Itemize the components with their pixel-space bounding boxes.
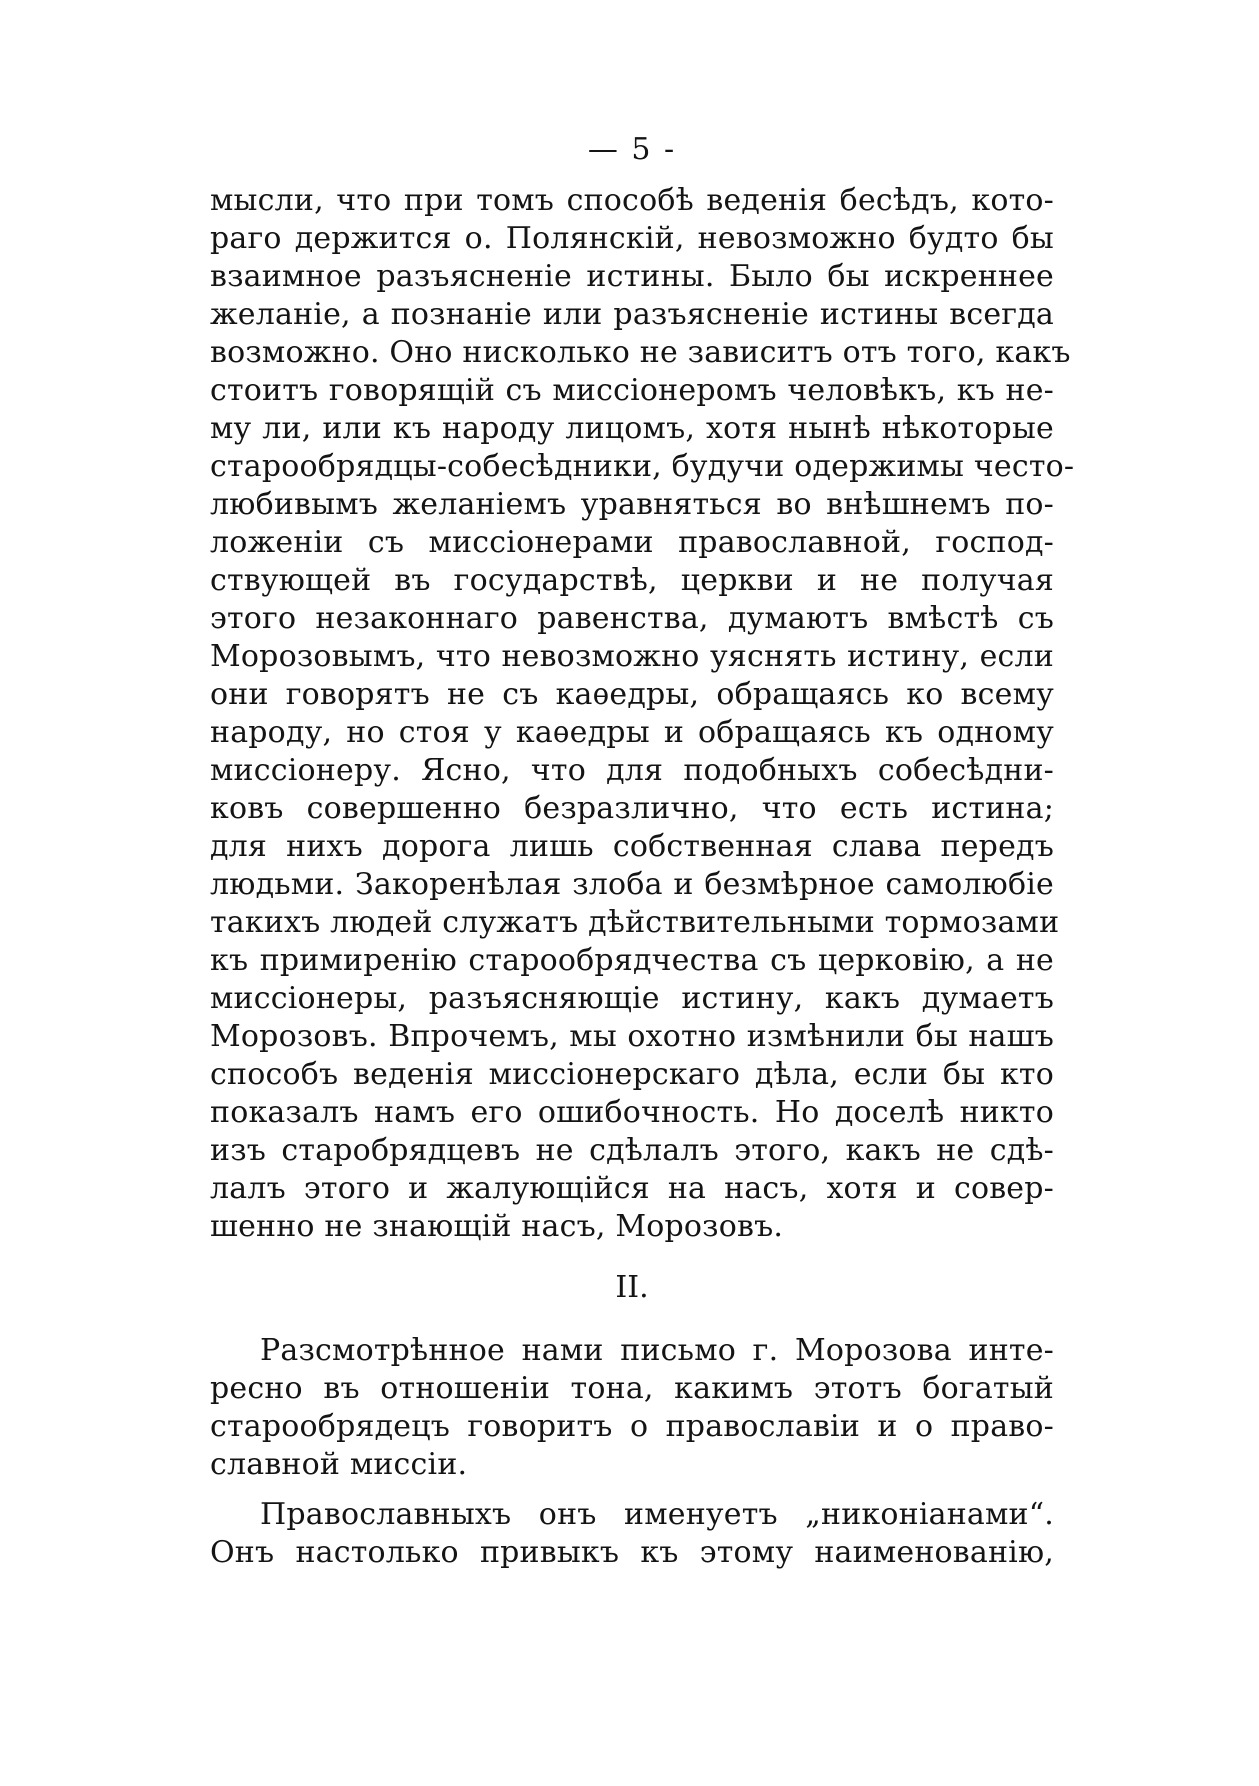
text-line: Православныхъ онъ именуетъ „никоніанами“. — [260, 1497, 1054, 1532]
text-line: Морозовымъ, что невозможно уяснять истину, если — [210, 639, 1054, 674]
text-line: взаимное разъясненіе истины. Было бы искреннее — [210, 259, 1054, 294]
text-line: ковъ совершенно безразлично, что есть истина; — [210, 791, 1054, 826]
page-number: — 5 - — [587, 132, 677, 167]
text-line: ложеніи съ миссіонерами православной, господ- — [210, 525, 1054, 560]
text-line: Разсмотрѣнное нами письмо г. Морозова инте- — [260, 1333, 1054, 1368]
text-line: стоитъ говорящій съ миссіонеромъ человѣкъ, къ не- — [210, 373, 1054, 408]
text-line: изъ старобрядцевъ не сдѣлалъ этого, какъ не сдѣ- — [210, 1133, 1054, 1168]
text-line: народу, но стоя у каѳедры и обращаясь къ одному — [210, 715, 1054, 750]
text-line: раго держится о. Полянскій, невозможно будто бы — [210, 221, 1054, 256]
text-line: показалъ намъ его ошибочность. Но доселѣ никто — [210, 1095, 1054, 1130]
text-line: такихъ людей служатъ дѣйствительными тормозами — [210, 905, 1060, 940]
text-line: людьми. Закоренѣлая злоба и безмѣрное самолюбіе — [210, 867, 1054, 902]
text-line: лалъ этого и жалующійся на насъ, хотя и совер- — [210, 1171, 1054, 1206]
text-line: къ примиренію старообрядчества съ церковію, а не — [210, 943, 1054, 978]
text-line: старообрядцы-собесѣдники, будучи одержимы често- — [210, 449, 1075, 484]
text-line: Морозовъ. Впрочемъ, мы охотно измѣнили бы нашъ — [210, 1019, 1054, 1054]
text-line: способъ веденія миссіонерскаго дѣла, если бы кто — [210, 1057, 1054, 1092]
text-line: мысли, что при томъ способѣ веденія бесѣдъ, кото- — [210, 183, 1054, 218]
text-line: миссіонеру. Ясно, что для подобныхъ собесѣдни- — [210, 753, 1054, 788]
text-line: му ли, или къ народу лицомъ, хотя нынѣ нѣкоторые — [210, 411, 1054, 446]
text-line: ресно въ отношеніи тона, какимъ этотъ богатый — [210, 1371, 1054, 1406]
paragraph-1 — [210, 182, 1075, 1246]
text-line: любивымъ желаніемъ уравняться во внѣшнемъ по- — [210, 487, 1054, 522]
text-line: славной миссіи. — [210, 1447, 468, 1482]
text-line: Онъ настолько привыкъ къ этому наименованію, — [210, 1535, 1054, 1570]
text-line: желаніе, а познаніе или разъясненіе истины всегда — [210, 297, 1054, 332]
section-heading: II. — [615, 1270, 649, 1305]
paragraph-2 — [210, 1332, 1054, 1484]
text-line: шенно не знающій насъ, Морозовъ. — [210, 1209, 784, 1244]
book-page — [210, 130, 1075, 1572]
text-line: они говорятъ не съ каѳедры, обращаясь ко всему — [210, 677, 1054, 712]
text-line: старообрядецъ говоритъ о православіи и о право- — [210, 1409, 1054, 1444]
text-line: возможно. Оно нисколько не зависитъ отъ того, какъ — [210, 335, 1071, 370]
text-line: миссіонеры, разъясняющіе истину, какъ думаетъ — [210, 981, 1054, 1016]
text-line: ствующей въ государствѣ, церкви и не получая — [210, 563, 1054, 598]
paragraph-3 — [210, 1496, 1054, 1572]
paragraph-spacer — [210, 1484, 1054, 1496]
text-line: для нихъ дорога лишь собственная слава передъ — [210, 829, 1054, 864]
text-line: этого незаконнаго равенства, думаютъ вмѣстѣ съ — [210, 601, 1054, 636]
